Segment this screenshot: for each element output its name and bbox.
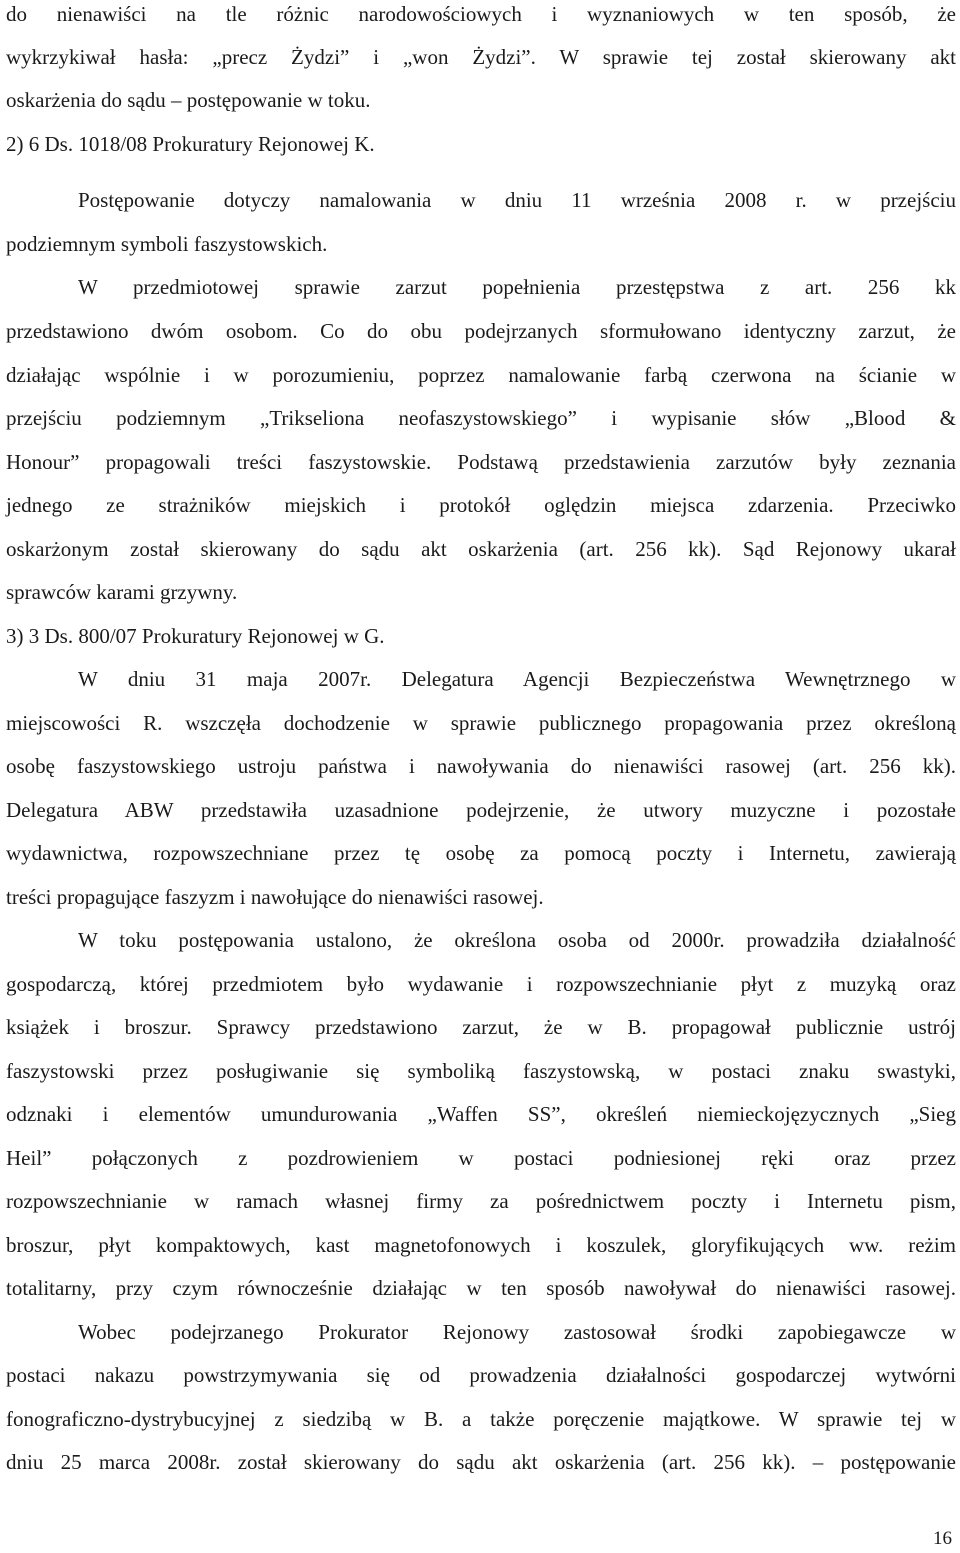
text-line: W przedmiotowej sprawie zarzut popełnienia przestępstwa z art. 256 kk: [78, 275, 956, 299]
text-line: Wobec podejrzanego Prokurator Rejonowy zastosował środki zapobiegawcze w: [78, 1320, 956, 1344]
text-line: postaci nakazu powstrzymywania się od prowadzenia działalności gospodarczej wytwórni: [6, 1363, 956, 1387]
text-line: przejściu podziemnym „Trikseliona neofaszystowskiego” i wypisanie słów „Blood &: [6, 406, 956, 430]
text-line: osobę faszystowskiego ustroju państwa i nawoływania do nienawiści rasowej (art. 256 kk).: [6, 754, 956, 778]
text-line: W dniu 31 maja 2007r. Delegatura Agencji Bezpieczeństwa Wewnętrznego w: [78, 667, 956, 691]
text-line: wykrzykiwał hasła: „precz Żydzi” i „won Żydzi”. W sprawie tej został skierowany akt: [6, 45, 956, 69]
text-line: faszystowski przez posługiwanie się symboliką faszystowską, w postaci znaku swastyki,: [6, 1059, 956, 1083]
text-line: rozpowszechnianie w ramach własnej firmy za pośrednictwem poczty i Internetu pism,: [6, 1189, 956, 1213]
text-line: podziemnym symboli faszystowskich.: [6, 232, 328, 256]
section-heading: 2) 6 Ds. 1018/08 Prokuratury Rejonowej K.: [6, 132, 375, 156]
text-line: przedstawiono dwóm osobom. Co do obu podejrzanych sformułowano identyczny zarzut, że: [6, 319, 956, 343]
section-heading: 3) 3 Ds. 800/07 Prokuratury Rejonowej w G.: [6, 624, 385, 648]
text-line: dniu 25 marca 2008r. został skierowany do sądu akt oskarżenia (art. 256 kk). – postępowanie: [6, 1450, 956, 1474]
text-line: do nienawiści na tle różnic narodowościowych i wyznaniowych w ten sposób, że: [6, 2, 956, 26]
text-line: Honour” propagowali treści faszystowskie. Podstawą przedstawienia zarzutów były zeznania: [6, 450, 956, 474]
text-line: jednego ze strażników miejskich i protokół oględzin miejsca zdarzenia. Przeciwko: [6, 493, 956, 517]
text-line: broszur, płyt kompaktowych, kast magnetofonowych i koszulek, gloryfikujących ww. reżim: [6, 1233, 956, 1257]
text-line: wydawnictwa, rozpowszechniane przez tę osobę za pomocą poczty i Internetu, zawierają: [6, 841, 956, 865]
text-line: książek i broszur. Sprawcy przedstawiono zarzut, że w B. propagował publicznie ustrój: [6, 1015, 956, 1039]
text-line: oskarżonym został skierowany do sądu akt oskarżenia (art. 256 kk). Sąd Rejonowy ukarał: [6, 537, 956, 561]
text-line: działając wspólnie i w porozumieniu, poprzez namalowanie farbą czerwona na ścianie w: [6, 363, 956, 387]
text-line: sprawców karami grzywny.: [6, 580, 238, 604]
text-line: oskarżenia do sądu – postępowanie w toku.: [6, 88, 371, 112]
text-line: Delegatura ABW przedstawiła uzasadnione podejrzenie, że utwory muzyczne i pozostałe: [6, 798, 956, 822]
text-line: Postępowanie dotyczy namalowania w dniu 11 września 2008 r. w przejściu: [78, 188, 956, 212]
text-line: treści propagujące faszyzm i nawołujące do nienawiści rasowej.: [6, 885, 544, 909]
page-number: 16: [933, 1528, 952, 1549]
text-line: W toku postępowania ustalono, że określona osoba od 2000r. prowadziła działalność: [78, 928, 956, 952]
text-line: totalitarny, przy czym równocześnie działając w ten sposób nawoływał do nienawiści rasowej.: [6, 1276, 956, 1300]
text-line: fonograficzno-dystrybucyjnej z siedzibą w B. a także poręczenie majątkowe. W sprawie tej w: [6, 1407, 956, 1431]
text-line: gospodarczą, której przedmiotem było wydawanie i rozpowszechnianie płyt z muzyką oraz: [6, 972, 956, 996]
text-line: miejscowości R. wszczęła dochodzenie w sprawie publicznego propagowania przez określoną: [6, 711, 956, 735]
text-line: Heil” połączonych z pozdrowieniem w postaci podniesionej ręki oraz przez: [6, 1146, 956, 1170]
text-line: odznaki i elementów umundurowania „Waffen SS”, określeń niemieckojęzycznych „Sieg: [6, 1102, 956, 1126]
